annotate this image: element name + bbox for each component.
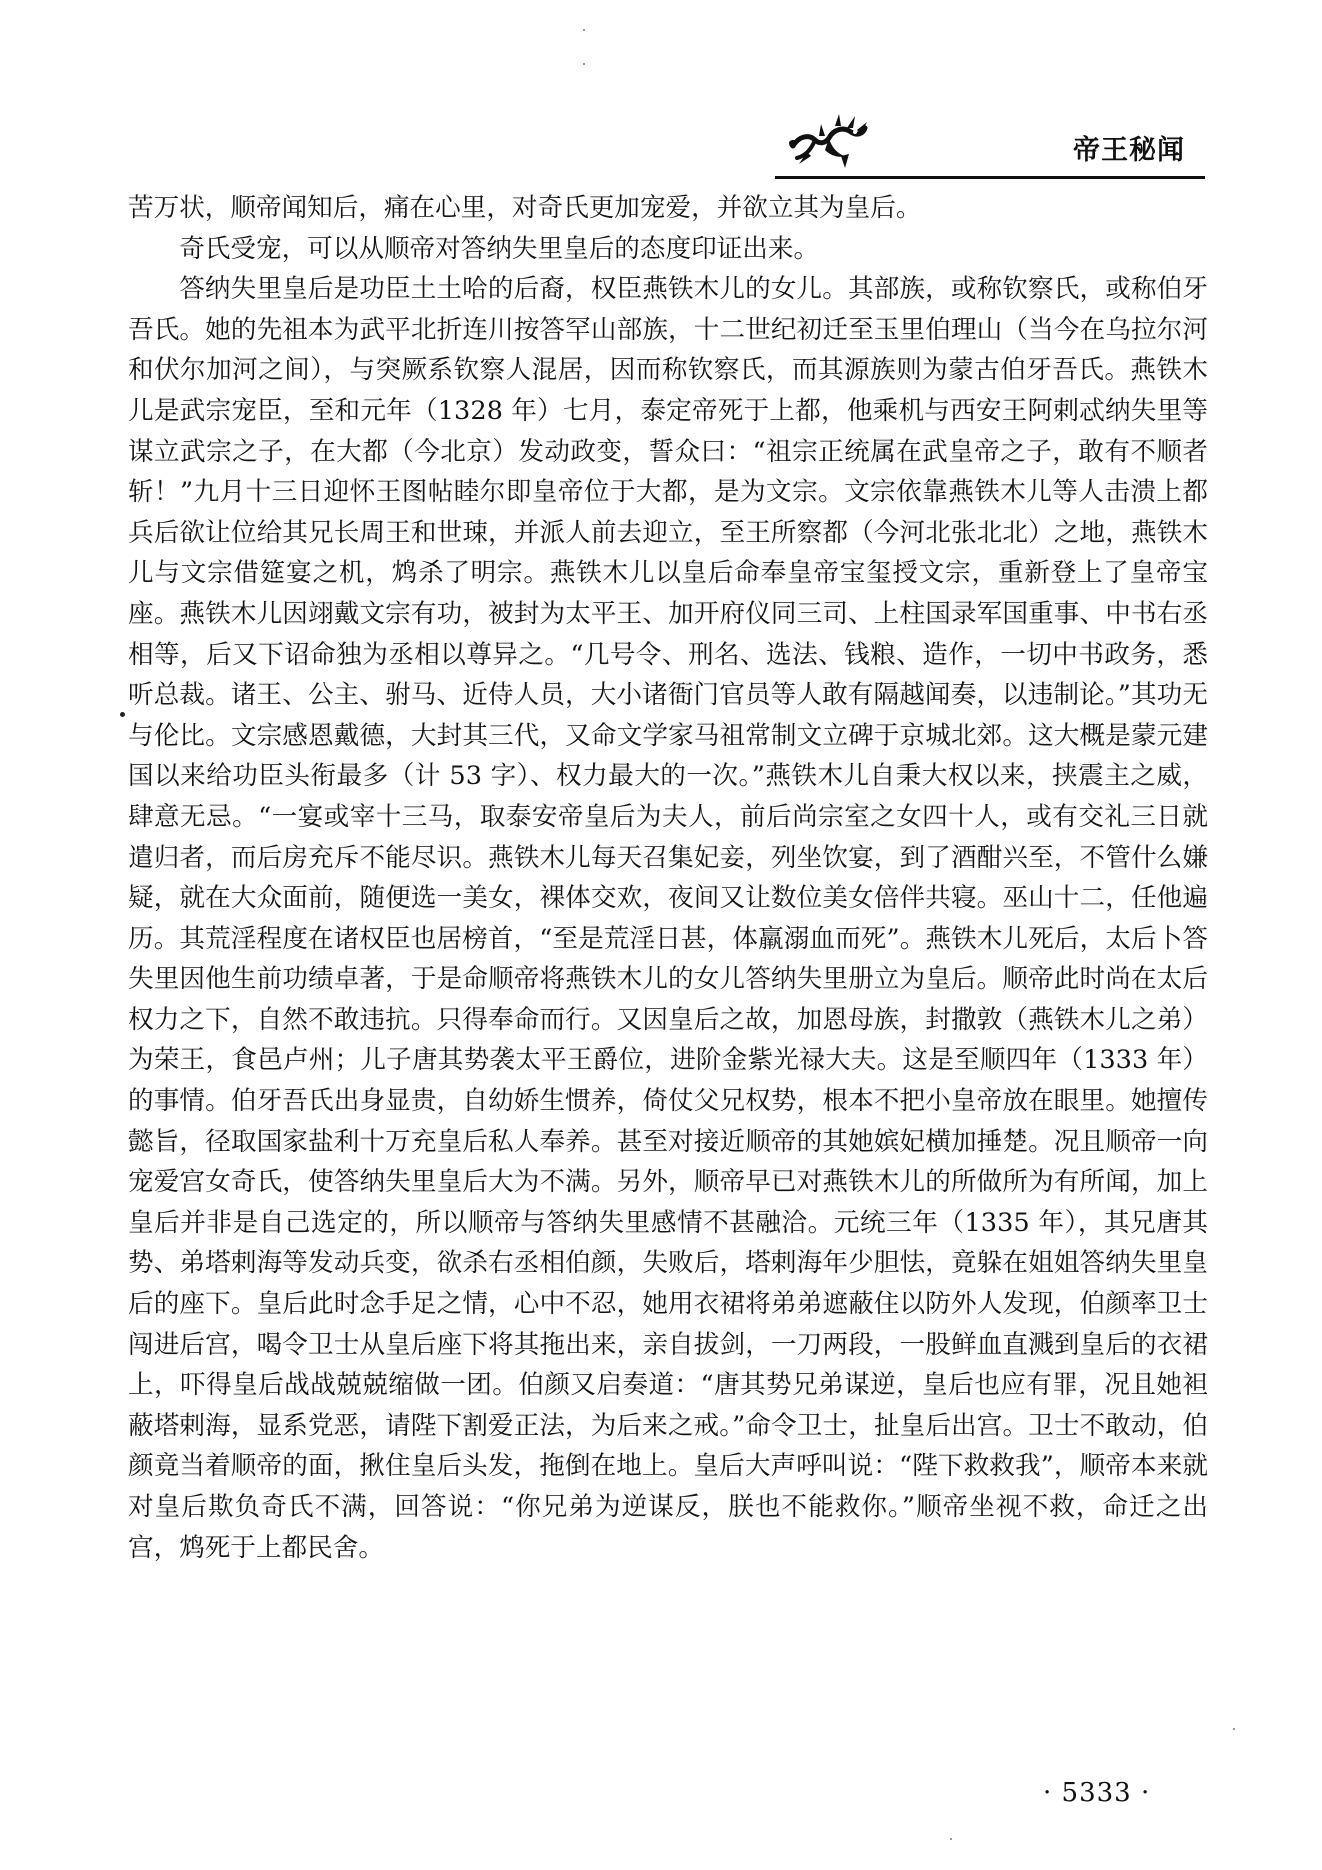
scan-speck	[583, 63, 585, 65]
running-header	[775, 100, 1205, 175]
page-number: · 5333 ·	[1043, 1778, 1151, 1808]
scan-speck	[950, 1838, 952, 1840]
main-text	[128, 188, 1208, 1568]
paragraph: 答纳失里皇后是功臣土土哈的后裔，权臣燕铁木儿的女儿。其部族，或称钦察氏，或称伯牙吾氏。她的先祖本为武平北折连川按答罕山部族，十二世纪初迁至玉里伯理山（当今在乌拉尔河和伏尔加河之间），与突厥系钦察人混居，因而称钦察氏，而其源族则为蒙古伯牙吾氏。燕铁木儿是武宗宠臣，至和元年（1328 年）七月，泰定帝死于上都，他乘机与西安王阿剌忒纳失里等谋立武宗之子，在大都（今北京）发动政变，誓众曰：“祖宗正统属在武皇帝之子，敢有不顺者斩！”九月十三日迎怀王图帖睦尔即皇帝位于大都，是为文宗。文宗依靠燕铁木儿等人击溃上都兵后欲让位给其兄长周王和世㻋，并派人前去迎立，至王所察都（今河北张北北）之地，燕铁木儿与文宗借筵宴之机，鸩杀了明宗。燕铁木儿以皇后命奉皇帝宝玺授文宗，重新登上了皇帝宝座。燕铁木儿因翊戴文宗有功，被封为太平王、加开府仪同三司、上柱国录军国重事、中书右丞相等，后又下诏命独为丞相以尊异之。“几号令、刑名、选法、钱粮、造作，一切中书政务，悉听总裁。诸王、公主、驸马、近侍人员，大小诸衙门官员等人敢有隔越闻奏，以违制论。”其功无与伦比。文宗感恩戴德，大封其三代，又命文学家马祖常制文立碑于京城北郊。这大概是蒙元建国以来给功臣头衔最多（计 53 字）、权力最大的一次。”燕铁木儿自秉大权以来，挟震主之威，肆意无忌。“一宴或宰十三马，取泰安帝皇后为夫人，前后尚宗室之女四十人，或有交礼三日就遣归者，而后房充斥不能尽识。燕铁木儿每天召集妃妾，列坐饮宴，到了酒酣兴至，不管什么嫌疑，就在大众面前，随便选一美女，裸体交欢，夜间又让数位美女倍伴共寝。巫山十二，任他遍历。其荒淫程度在诸权臣也居榜首，“至是荒淫日甚，体羸溺血而死”。燕铁木儿死后，太后卜答失里因他生前功绩卓著，于是命顺帝将燕铁木儿的女儿答纳失里册立为皇后。顺帝此时尚在太后权力之下，自然不敢违抗。只得奉命而行。又因皇后之故，加恩母族，封撒敦（燕铁木儿之弟）为荣王，食邑卢州；儿子唐其势袭太平王爵位，进阶金紫光禄大夫。这是至顺四年（1333 年）的事情。伯牙吾氏出身显贵，自幼娇生惯养，倚仗父兄权势，根本不把小皇帝放在眼里。她擅传懿旨，径取国家盐利十万充皇后私人奉养。甚至对接近顺帝的其她嫔妃横加捶楚。况且顺帝一向宠爱宫女奇氏，使答纳失里皇后大为不满。另外，顺帝早已对燕铁木儿的所做所为有所闻，加上皇后并非是自己选定的，所以顺帝与答纳失里感情不甚融洽。元统三年（1335 年），其兄唐其势、弟塔剌海等发动兵变，欲杀右丞相伯颜，失败后，塔剌海年少胆怯，竟躲在姐姐答纳失里皇后的座下。皇后此时念手足之情，心中不忍，她用衣裙将弟弟遮蔽住以防外人发现，伯颜率卫士闯进后宫，喝令卫士从皇后座下将其拖出来，亲自拔剑，一刀两段，一股鲜血直溅到皇后的衣裙上，吓得皇后战战兢兢缩做一团。伯颜又启奏道：“唐其势兄弟谋逆，皇后也应有罪，况且她袒蔽塔剌海，显系党恶，请陛下割爱正法，为后来之戒。”命令卫士，扯皇后出宫。卫士不敢动，伯颜竟当着顺帝的面，揪住皇后头发，拖倒在地上。皇后大声呼叫说：“陛下救救我”，顺帝本来就对皇后欺负奇氏不满，回答说：“你兄弟为逆谋反，朕也不能救你。”顺帝坐视不救，命迁之出宫，鸩死于上都民舍。	[128, 274, 1208, 1563]
dragon-emblem-icon	[785, 106, 870, 170]
scan-speck	[583, 29, 585, 31]
header-rule	[775, 176, 1205, 179]
margin-mark	[120, 712, 125, 717]
paragraph: 奇氏受宠，可以从顺帝对答纳失里皇后的态度印证出来。	[179, 233, 820, 264]
header-title: 帝王秘闻	[1073, 135, 1185, 166]
scan-speck	[1233, 1728, 1235, 1730]
paragraph-continuation: 苦万状，顺帝闻知后，痛在心里，对奇氏更加宠爱，并欲立其为皇后。	[128, 193, 922, 223]
